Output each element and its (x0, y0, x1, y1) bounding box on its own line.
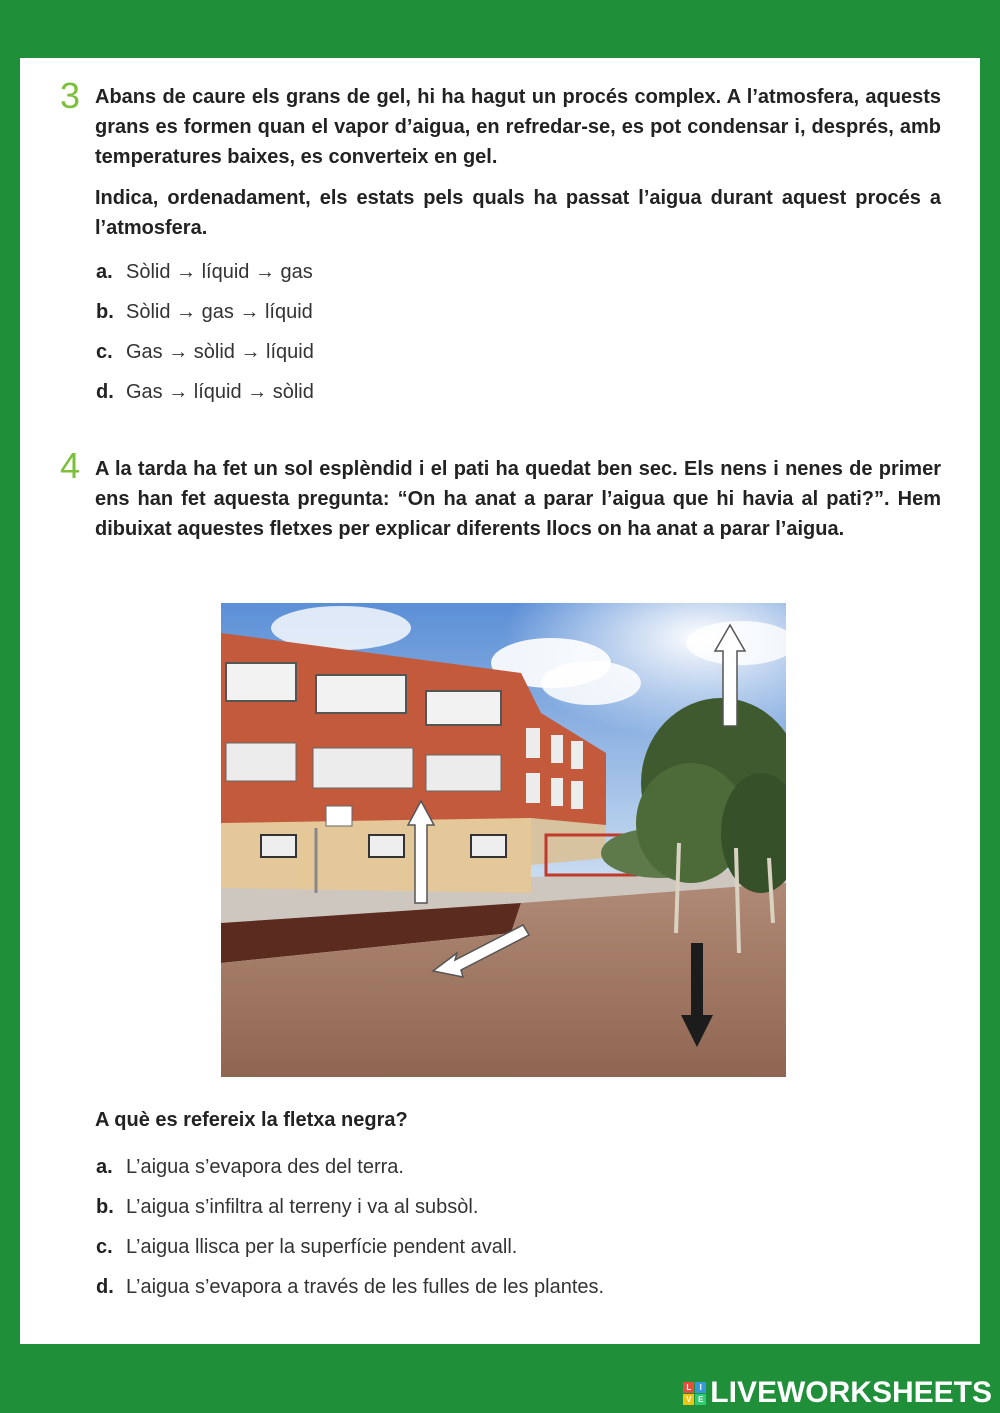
option-text: L’aigua s’evapora des del terra. (126, 1156, 404, 1178)
option-letter: a. (96, 1156, 113, 1178)
question-3-number: 3 (60, 75, 81, 116)
liveworksheets-logo[interactable] (683, 1376, 992, 1410)
option-text: Gas → sòlid → líquid (126, 341, 314, 363)
question-4-number: 4 (60, 445, 81, 486)
logo-mark-icon (683, 1382, 706, 1405)
logo-letter: I (695, 1382, 706, 1393)
logo-letter: V (683, 1394, 694, 1405)
schoolyard-illustration (221, 603, 786, 1077)
option-letter: c. (96, 341, 113, 363)
question-4-prompt: A què es refereix la fletxa negra? (95, 1109, 408, 1131)
option-letter: a. (96, 261, 113, 283)
question-4-text: A la tarda ha fet un sol esplèndid i el pati ha quedat ben sec. Els nens i nenes de primer ens han fet aquesta pregunta: “On ha anat a parar l’aigua que hi havia al pati?”. Hem dibuixat aquestes fletxes per explicar diferents llocs on ha anat a parar l’aigua. (95, 458, 941, 540)
question-3-option-c[interactable] (96, 339, 314, 365)
question-3-option-d[interactable] (96, 379, 314, 405)
logo-letter: E (695, 1394, 706, 1405)
question-4-option-c[interactable] (96, 1234, 517, 1260)
question-3-option-a[interactable] (96, 259, 313, 285)
option-letter: c. (96, 1236, 113, 1258)
option-text: Sòlid → gas → líquid (126, 301, 313, 323)
option-text: Sòlid → líquid → gas (126, 261, 313, 283)
question-3-option-b[interactable] (96, 299, 313, 325)
question-4-option-b[interactable] (96, 1194, 478, 1220)
logo-letter: L (683, 1382, 694, 1393)
option-text: L’aigua llisca per la superfície pendent avall. (126, 1236, 518, 1258)
logo-text: LIVEWORKSHEETS (710, 1376, 992, 1409)
question-3-prompt: Indica, ordenadament, els estats pels quals ha passat l’aigua durant aquest procés a l’atmosfera. (95, 187, 941, 239)
option-text: L’aigua s’evapora a través de les fulles de les plantes. (126, 1276, 605, 1298)
option-letter: d. (96, 1276, 114, 1298)
question-4-option-d[interactable] (96, 1274, 604, 1300)
worksheet-page (20, 58, 980, 1344)
question-4-option-a[interactable] (96, 1154, 404, 1180)
option-text: Gas → líquid → sòlid (126, 381, 314, 403)
schoolyard-photo (221, 603, 786, 1077)
question-3-text: Abans de caure els grans de gel, hi ha hagut un procés complex. A l’atmosfera, aquests grans es formen quan el vapor d’aigua, en refredar-se, es pot condensar i, després, amb temperatures baixes, es converteix en gel. (95, 86, 941, 168)
option-letter: b. (96, 301, 114, 323)
option-letter: b. (96, 1196, 114, 1218)
option-text: L’aigua s’infiltra al terreny i va al subsòl. (126, 1196, 479, 1218)
option-letter: d. (96, 381, 114, 403)
